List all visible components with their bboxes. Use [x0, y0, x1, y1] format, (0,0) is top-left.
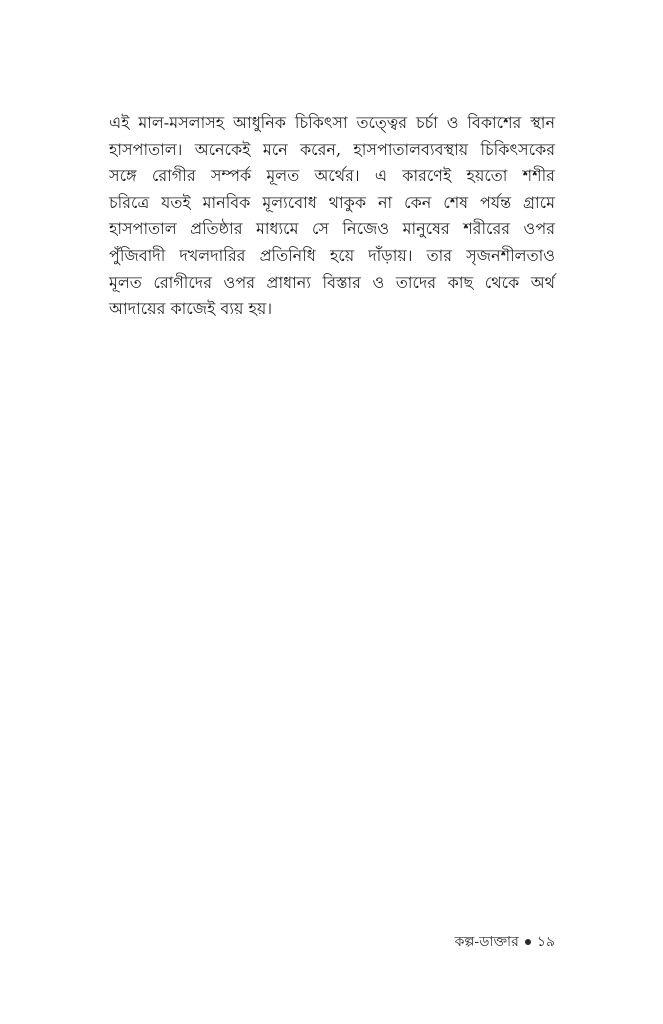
book-title: কল্প-ডাক্তার [454, 934, 519, 950]
paragraph-line: সঙ্গে রোগীর সম্পর্ক মূলত অর্থের। এ কারণেই হয়তো শশীর [109, 166, 555, 186]
paragraph-line: হাসপাতাল প্রতিষ্ঠার মাধ্যমে সে নিজেও মানুষের শরীরের ওপর [109, 219, 555, 239]
paragraph-line: হাসপাতাল। অনেকেই মনে করেন, হাসপাতালব্যবস্থায় চিকিৎসকের [109, 139, 555, 159]
paragraph-line: পুঁজিবাদী দখলদারির প্রতিনিধি হয়ে দাঁড়ায়। তার সৃজনশীলতাও [109, 245, 555, 265]
paragraph-line: এই মাল-মসলাসহ আধুনিক চিকিৎসা তত্ত্বের চর্চা ও বিকাশের স্থান [109, 113, 555, 132]
page-footer [455, 930, 555, 954]
body-paragraph [109, 110, 555, 323]
paragraph-line: আদায়ের কাজেই ব্যয় হয়। [109, 299, 273, 319]
paragraph-line: মূলত রোগীদের ওপর প্রাধান্য বিস্তার ও তাদের কাছ থেকে অর্থ [109, 272, 555, 292]
paragraph-line: চরিত্রে যতই মানবিক মূল্যবোধ থাকুক না কেন শেষ পর্যন্ত গ্রামে [109, 192, 555, 212]
bullet-separator-icon [525, 939, 531, 945]
page-number: ১৯ [536, 934, 555, 950]
